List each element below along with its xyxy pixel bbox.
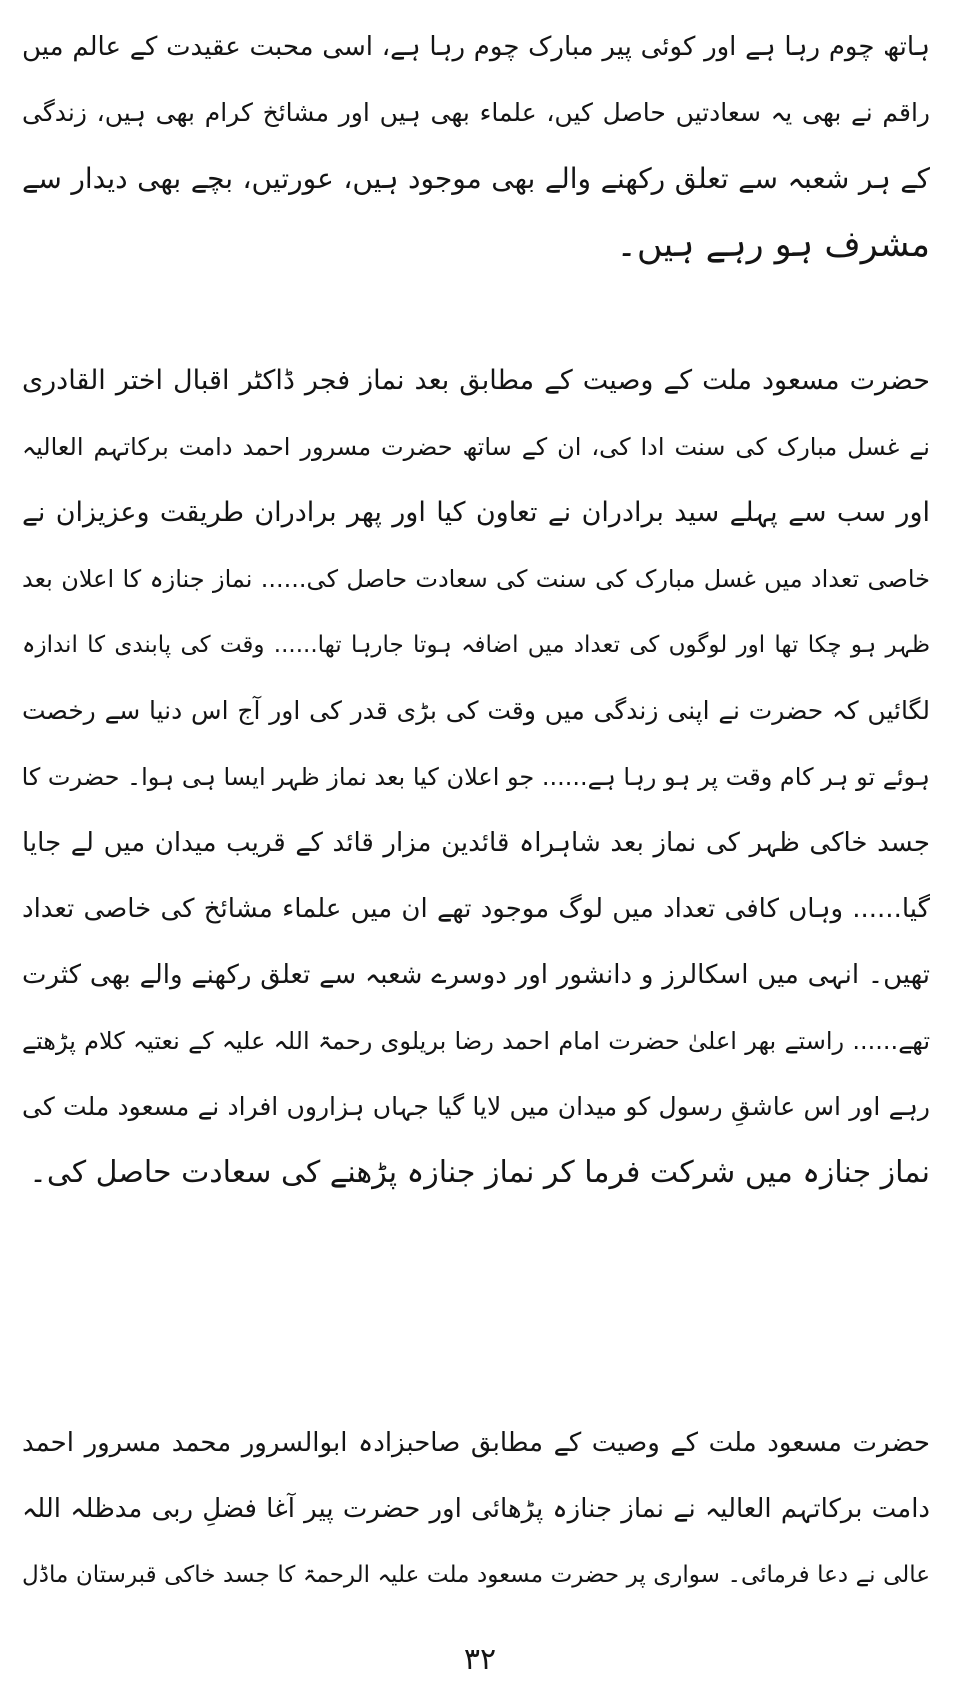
text-line: ظہر ہو چکا تھا اور لوگوں کی تعداد میں اضافہ ہوتا جارہا تھا...... وقت کی پابندی کا اندازہ <box>22 632 930 658</box>
text-line: خاصی تعداد میں غسل مبارک کی سنت کی سعادت حاصل کی...... نماز جنازہ کا اعلان بعد <box>22 565 930 593</box>
text-line: جسد خاکی ظہر کی نماز بعد شاہراہ قائدین مزار قائد کے قریب میدان میں لے جایا <box>22 828 930 858</box>
text-line: حضرت مسعود ملت کے وصیت کے مطابق بعد نماز فجر ڈاکٹر اقبال اختر القادری <box>22 365 930 396</box>
text-line: عالی نے دعا فرمائی۔ سواری پر حضرت مسعود ملت علیہ الرحمۃ کا جسد خاکی قبرستان ماڈل <box>22 1562 930 1588</box>
text-line: نماز جنازہ میں شرکت فرما کر نماز جنازہ پڑھنے کی سعادت حاصل کی۔ <box>29 1155 930 1190</box>
page-number: ۳۲ <box>463 1642 497 1677</box>
text-line: کے ہر شعبہ سے تعلق رکھنے والے بھی موجود ہیں، عورتیں، بچے بھی دیدار سے <box>22 162 930 195</box>
text-line: تھیں۔ انہی میں اسکالرز و دانشور اور دوسرے شعبہ سے تعلق رکھنے والے بھی کثرت <box>22 960 930 990</box>
text-line: گیا...... وہاں کافی تعداد میں لوگ موجود تھے ان میں علماء مشائخ کی خاصی تعداد <box>22 894 930 924</box>
text-line: نے غسل مبارک کی سنت ادا کی، ان کے ساتھ حضرت مسرور احمد دامت برکاتہم العالیہ <box>22 433 930 461</box>
paragraph-3 <box>22 1410 930 1608</box>
text-line: رہے اور اس عاشقِ رسول کو میدان میں لایا گیا جہاں ہزاروں افراد نے مسعود ملت کی <box>22 1092 930 1121</box>
paragraph-2 <box>22 348 930 1206</box>
text-line: لگائیں کہ حضرت نے اپنی زندگی میں وقت کی بڑی قدر کی اور آج اس دنیا سے رخصت <box>22 696 930 725</box>
text-line: ہوئے تو ہر کام وقت پر ہو رہا ہے...... جو اعلان کیا بعد نماز ظہر ایسا ہی ہوا۔ حضرت کا <box>22 763 930 791</box>
text-line: مشرف ہو رہے ہیں۔ <box>616 225 930 265</box>
text-line: دامت برکاتہم العالیہ نے نماز جنازہ پڑھائی اور حضرت پیر آغا فضلِ ربی مدظلہ اللہ <box>22 1494 930 1524</box>
text-line: ہاتھ چوم رہا ہے اور کوئی پیر مبارک چوم رہا ہے، اسی محبت عقیدت کے عالم میں <box>22 32 930 62</box>
text-line: اور سب سے پہلے سید برادران نے تعاون کیا اور پھر برادران طریقت وعزیزان نے <box>22 497 930 528</box>
paragraph-1 <box>22 14 930 278</box>
text-line: حضرت مسعود ملت کے وصیت کے مطابق صاحبزادہ ابوالسرور محمد مسرور احمد <box>22 1428 930 1458</box>
text-line: راقم نے بھی یہ سعادتیں حاصل کیں، علماء بھی ہیں اور مشائخ کرام بھی ہیں، زندگی <box>22 98 930 127</box>
text-line: تھے...... راستے بھر اعلیٰ حضرت امام احمد رضا بریلوی رحمۃ اللہ علیہ کے نعتیہ کلام پڑھتے <box>22 1027 930 1055</box>
